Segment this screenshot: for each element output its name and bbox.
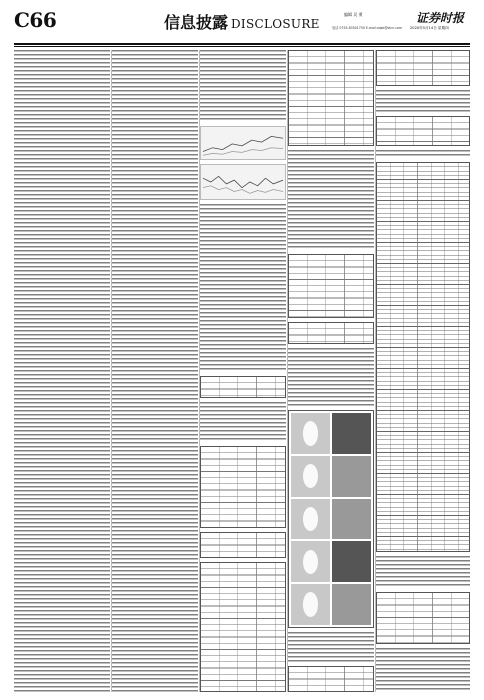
data-table [288,50,374,146]
body-text [200,50,286,122]
product-photo [291,456,330,497]
data-table [376,592,470,644]
data-table [376,50,470,86]
product-photo [332,541,371,582]
section-title-cn: 信息披露 [164,13,229,32]
column-3 [200,50,286,692]
header-rule-thin [14,46,470,47]
data-table [376,162,470,552]
body-text [112,50,198,692]
chart-line [203,136,283,151]
photo-grid [288,410,374,628]
section-title [164,10,320,33]
column-2 [112,50,198,692]
product-photo [332,413,371,454]
data-table [288,322,374,344]
body-text [200,204,286,372]
column-4 [288,50,374,692]
data-table [200,376,286,398]
data-table [200,562,286,692]
section-title-en: DISCLOSURE [231,17,320,31]
data-table [200,446,286,528]
issue-date: 2020年5月14日 星期四 [410,26,449,30]
data-table [288,666,374,692]
editor-credit: 编辑 吴 勇 [344,12,363,17]
product-photo [332,584,371,625]
column-5 [376,50,470,692]
chart-line [203,176,283,187]
body-text [376,90,470,112]
product-photo [291,413,330,454]
data-table [288,254,374,318]
body-text [288,150,374,250]
chart-graphic [201,165,285,199]
header-rule [14,43,470,45]
body-text [376,556,470,588]
body-text [376,648,470,692]
contact-info: 电话 0755-83501750 E-mail:zqsb@stcn.com [332,26,403,30]
page-number: C66 [14,8,57,32]
chart-figure [200,126,286,160]
data-table [376,116,470,146]
chart-graphic [201,127,285,159]
chart-line [203,148,283,156]
product-photo [291,499,330,540]
body-text [14,50,110,692]
body-text [288,348,374,406]
product-photo [332,456,371,497]
chart-figure [200,164,286,200]
body-text [376,150,470,158]
product-photo [332,499,371,540]
data-table [200,532,286,558]
product-photo [291,541,330,582]
newspaper-logo: 证券时报 [416,11,465,25]
column-1 [14,50,110,692]
body-text [200,402,286,442]
product-photo [291,584,330,625]
masthead [14,8,470,42]
body-text [288,632,374,662]
